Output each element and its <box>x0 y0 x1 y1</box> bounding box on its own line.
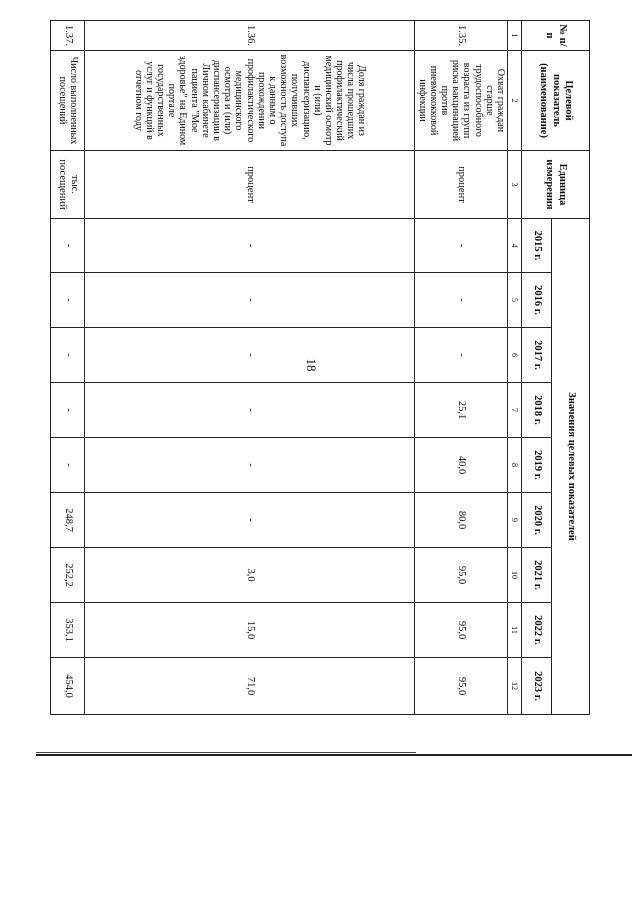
row-value: - <box>51 219 85 273</box>
row-value: 248,7 <box>51 493 85 548</box>
scan-edge-line <box>36 752 416 753</box>
column-number: 2 <box>508 51 522 151</box>
header-year: 2023 г. <box>522 658 552 715</box>
row-number: 1.37. <box>51 21 85 51</box>
row-unit: тыс. посещений <box>51 151 85 219</box>
row-value: - <box>85 273 415 328</box>
column-number: 4 <box>508 219 522 273</box>
header-year: 2022 г. <box>522 603 552 658</box>
header-row-top <box>552 21 590 715</box>
row-value: - <box>85 493 415 548</box>
row-value: - <box>85 438 415 493</box>
column-number: 8 <box>508 438 522 493</box>
scan-edge-line <box>36 754 632 756</box>
header-year: 2016 г. <box>522 273 552 328</box>
row-value: 15,0 <box>85 603 415 658</box>
row-value: 95,0 <box>415 658 508 715</box>
row-value: - <box>85 383 415 438</box>
header-year: 2019 г. <box>522 438 552 493</box>
row-unit: процент <box>415 151 508 219</box>
column-number: 9 <box>508 493 522 548</box>
rotated-table-wrapper <box>57 20 590 714</box>
header-unit: Единица измерения <box>522 151 590 219</box>
header-year: 2018 г. <box>522 383 552 438</box>
column-number-row <box>508 21 522 715</box>
header-year: 2020 г. <box>522 493 552 548</box>
row-value: - <box>85 219 415 273</box>
row-value: 95,0 <box>415 548 508 603</box>
indicators-table <box>51 20 591 715</box>
row-value: 40,0 <box>415 438 508 493</box>
column-number: 11 <box>508 603 522 658</box>
header-values-group: Значения целевых показателей <box>552 219 590 715</box>
column-number: 10 <box>508 548 522 603</box>
row-value: 3,0 <box>85 548 415 603</box>
row-indicator-name: Число выполненных посещений <box>51 51 85 151</box>
row-value: 95,0 <box>415 603 508 658</box>
row-value: - <box>51 438 85 493</box>
row-indicator-name: Охват граждан старше трудоспособного возраста из групп риска вакцинацией против пневмококковой инфекции <box>415 51 508 151</box>
row-number: 1.35. <box>415 21 508 51</box>
row-value: 353,1 <box>51 603 85 658</box>
column-number: 1 <box>508 21 522 51</box>
header-year: 2021 г. <box>522 548 552 603</box>
row-indicator-name: Доля граждан из числа прошедших профилактический медицинский осмотр и (или) диспансеризацию, получивших возможность доступа к данным о прохождении профилактического медицинского осмотра и (или) диспансеризации в Личном кабинете пациента "Мое здоровье" на Едином портале государственных услуг и функций в отчетном году <box>85 51 415 151</box>
row-value: 80,0 <box>415 493 508 548</box>
row-value: - <box>415 219 508 273</box>
row-value: - <box>85 328 415 383</box>
table-row <box>51 21 85 715</box>
row-value: 71,0 <box>85 658 415 715</box>
header-year: 2015 г. <box>522 219 552 273</box>
header-year: 2017 г. <box>522 328 552 383</box>
row-unit: процент <box>85 151 415 219</box>
column-number: 3 <box>508 151 522 219</box>
header-indicator: Целевой показатель (наименование) <box>522 51 590 151</box>
row-value: - <box>51 273 85 328</box>
column-number: 12 <box>508 658 522 715</box>
column-number: 7 <box>508 383 522 438</box>
row-value: - <box>51 328 85 383</box>
row-value: 25,1 <box>415 383 508 438</box>
table-row <box>85 21 415 715</box>
row-value: 252,2 <box>51 548 85 603</box>
table-row <box>415 21 508 715</box>
column-number: 6 <box>508 328 522 383</box>
row-value: - <box>415 328 508 383</box>
row-value: - <box>415 273 508 328</box>
header-no: № п/п <box>522 21 590 51</box>
row-value: 454,0 <box>51 658 85 715</box>
row-value: - <box>51 383 85 438</box>
row-number: 1.36. <box>85 21 415 51</box>
column-number: 5 <box>508 273 522 328</box>
page-number: 18 <box>304 358 319 372</box>
